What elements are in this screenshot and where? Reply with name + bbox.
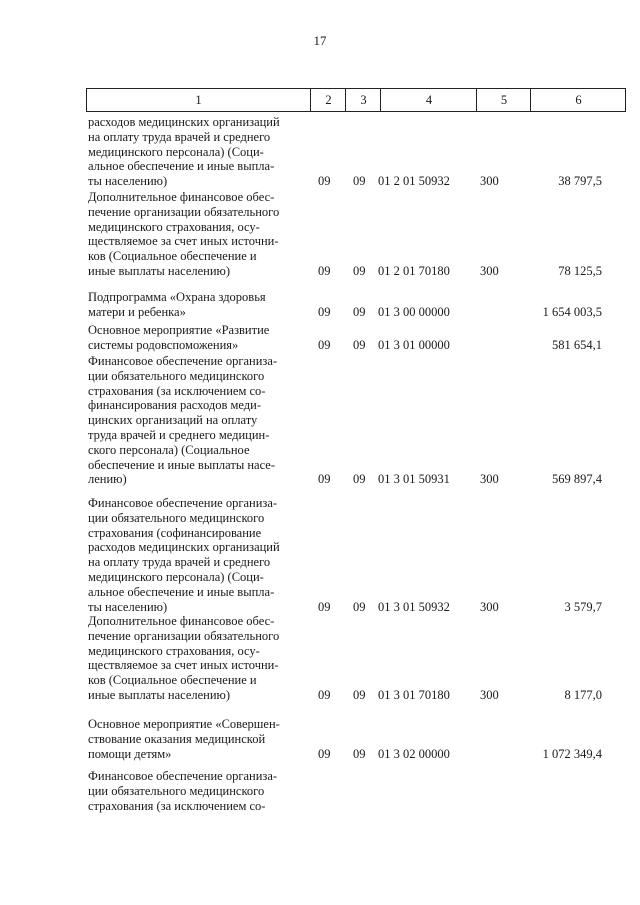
description-line: страхования (софинансирование [88, 525, 262, 540]
description-line: медицинского персонала) (Соци- [88, 569, 264, 584]
cell-c2: 09 [318, 264, 331, 278]
description-line: ществляемое за счет иных источни- [88, 658, 279, 673]
description-line: ков (Социальное обеспечение и [88, 249, 257, 264]
cell-c3: 09 [353, 304, 366, 319]
description-line: Финансовое обеспечение организа- [88, 496, 278, 510]
cell-c6: 1 072 349,4 [542, 746, 602, 761]
row-description [88, 190, 320, 279]
row-description [88, 769, 320, 813]
description-line: ществляемое за счет иных источни- [88, 234, 279, 249]
cell-c6: 581 654,1 [552, 337, 602, 352]
cell-c6: 3 579,7 [564, 599, 602, 614]
cell-c4: 01 3 01 70180 [378, 688, 450, 702]
description-line: Дополнительное финансовое обес- [88, 614, 275, 628]
header-col-1: 1 [195, 93, 202, 107]
cell-c6: 38 797,5 [558, 174, 602, 189]
description-line: ствование оказания медицинской [88, 731, 266, 746]
description-line: финансирования расходов меди- [88, 398, 261, 413]
description-line: медицинского страхования, осу- [88, 643, 260, 658]
description-line: Основное мероприятие «Развитие [88, 323, 270, 337]
cell-c5: 300 [480, 688, 499, 702]
description-line: иные выплаты населению) [88, 687, 231, 702]
row-description [88, 290, 320, 320]
cell-c3: 09 [353, 174, 366, 189]
cell-c4: 01 3 01 50931 [378, 472, 450, 487]
cell-c4: 01 3 02 00000 [378, 746, 450, 761]
row-description [88, 717, 320, 761]
cell-c2: 09 [318, 304, 331, 319]
row-description [88, 115, 320, 189]
page-number: 17 [313, 33, 327, 48]
cell-c6: 569 897,4 [552, 472, 602, 487]
description-line: на оплату труда врачей и среднего [88, 555, 271, 570]
description-line: ты населению) [88, 599, 168, 614]
cell-c3: 09 [353, 599, 366, 614]
description-line: ции обязательного медицинского [88, 510, 265, 525]
description-line: альное обеспечение и иные выпла- [88, 159, 275, 174]
header-col-6: 6 [530, 89, 626, 111]
description-line: Финансовое обеспечение организа- [88, 769, 278, 783]
description-line: ков (Социальное обеспечение и [88, 673, 257, 688]
cell-c6: 78 125,5 [558, 264, 602, 278]
description-line: страхования (за исключением со- [88, 383, 266, 398]
description-line: матери и ребенка» [88, 304, 186, 319]
header-col-2: 2 [310, 89, 346, 111]
row-description [88, 323, 320, 353]
row-description [88, 354, 320, 487]
description-line: лению) [88, 472, 127, 487]
cell-c2: 09 [318, 746, 331, 761]
header-col-5: 5 [476, 89, 531, 111]
cell-c3: 09 [353, 264, 366, 278]
cell-c5: 300 [480, 174, 499, 189]
cell-c3: 09 [353, 746, 366, 761]
description-line: системы родовспоможения» [88, 337, 239, 352]
cell-c5: 300 [480, 472, 499, 487]
description-line: печение организации обязательного [88, 204, 280, 219]
cell-c3: 09 [353, 688, 366, 702]
row-description [88, 614, 320, 703]
row-description [88, 496, 320, 614]
description-line: медицинского персонала) (Соци- [88, 144, 264, 159]
description-line: Финансовое обеспечение организа- [88, 354, 278, 368]
description-line: помощи детям» [88, 746, 172, 761]
cell-c3: 09 [353, 472, 366, 487]
description-line: расходов медицинских организаций [88, 540, 280, 555]
description-line: на оплату труда врачей и среднего [88, 129, 271, 144]
cell-c2: 09 [318, 472, 331, 487]
description-line: ты населению) [88, 174, 168, 189]
description-line: ского персонала) (Социальное [88, 442, 250, 457]
cell-c4: 01 2 01 50932 [378, 174, 450, 189]
description-line: альное обеспечение и иные выпла- [88, 584, 275, 599]
cell-c5: 300 [480, 264, 499, 278]
description-line: Подпрограмма «Охрана здоровья [88, 290, 266, 304]
description-line: цинских организаций на оплату [88, 413, 258, 428]
cell-c4: 01 3 01 50932 [378, 599, 450, 614]
cell-c6: 1 654 003,5 [542, 304, 602, 319]
description-line: Основное мероприятие «Совершен- [88, 717, 280, 731]
cell-c4: 01 2 01 70180 [378, 264, 450, 278]
description-line: страхования (за исключением со- [88, 798, 266, 813]
header-col-4: 4 [380, 89, 477, 111]
cell-c2: 09 [318, 174, 331, 189]
cell-c2: 09 [318, 599, 331, 614]
cell-c4: 01 3 00 00000 [378, 304, 450, 319]
cell-c2: 09 [318, 337, 331, 352]
cell-c5: 300 [480, 599, 499, 614]
cell-c3: 09 [353, 337, 366, 352]
description-line: печение организации обязательного [88, 628, 280, 643]
description-line: иные выплаты населению) [88, 263, 231, 278]
description-line: медицинского страхования, осу- [88, 219, 260, 234]
cell-c6: 8 177,0 [564, 688, 602, 702]
description-line: труда врачей и среднего медицин- [88, 427, 270, 442]
description-line: Дополнительное финансовое обес- [88, 190, 275, 204]
description-line: расходов медицинских организаций [88, 115, 280, 129]
description-line: обеспечение и иные выплаты насе- [88, 457, 276, 472]
cell-c2: 09 [318, 688, 331, 702]
description-line: ции обязательного медицинского [88, 783, 265, 798]
header-col-3: 3 [345, 89, 381, 111]
description-line: ции обязательного медицинского [88, 368, 265, 383]
cell-c4: 01 3 01 00000 [378, 337, 450, 352]
